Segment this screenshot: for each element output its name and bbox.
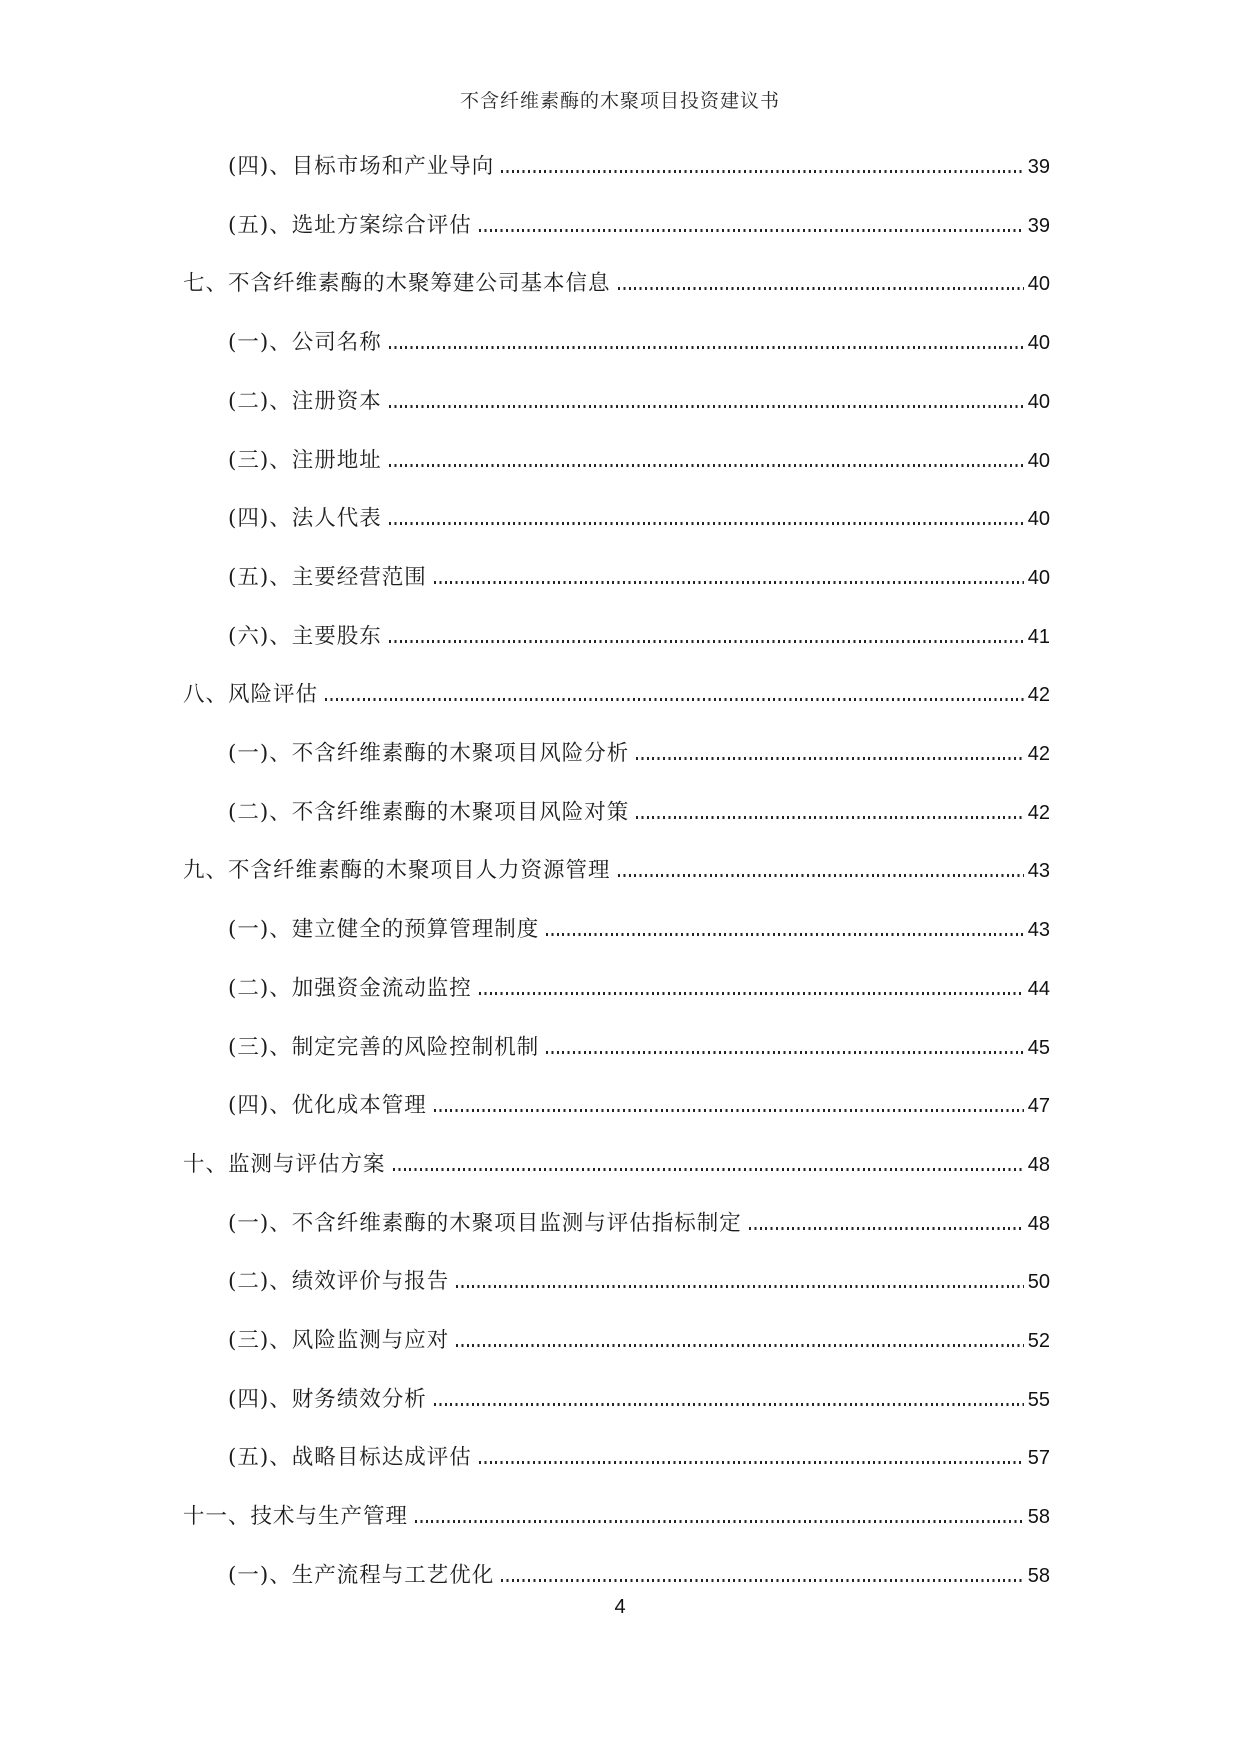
toc-entry-page-number: 48 — [1027, 1212, 1050, 1235]
toc-dot-leader — [389, 522, 1024, 525]
toc-entry[interactable] — [183, 314, 1050, 373]
toc-entry-page-number: 42 — [1027, 684, 1050, 707]
toc-entry-label: (四)、目标市场和产业导向 — [228, 154, 495, 179]
toc-entry[interactable] — [183, 1253, 1050, 1312]
toc-entry-page-number: 58 — [1027, 1506, 1050, 1529]
toc-dot-leader — [618, 874, 1024, 877]
toc-dot-leader — [546, 1051, 1023, 1054]
toc-entry-page-number: 39 — [1027, 156, 1050, 178]
toc-dot-leader — [749, 1227, 1024, 1230]
toc-entry-label: 七、不含纤维素酶的木聚筹建公司基本信息 — [183, 271, 611, 297]
toc-entry-label: (二)、加强资金流动监控 — [228, 975, 472, 1001]
toc-dot-leader — [501, 170, 1023, 173]
toc-dot-leader — [434, 581, 1024, 584]
toc-dot-leader — [389, 464, 1024, 467]
toc-entry-label: (二)、注册资本 — [228, 388, 382, 414]
toc-entry[interactable] — [183, 725, 1050, 784]
toc-entry-page-number: 58 — [1027, 1564, 1050, 1587]
toc-entry-page-number: 52 — [1027, 1330, 1050, 1353]
toc-entry[interactable] — [183, 608, 1050, 667]
toc-entry-label: (四)、财务绩效分析 — [228, 1386, 427, 1412]
toc-entry-label: (五)、主要经营范围 — [228, 564, 427, 590]
toc-dot-leader — [479, 992, 1024, 995]
toc-entry[interactable] — [183, 432, 1050, 491]
document-header-title: 不含纤维素酶的木聚项目投资建议书 — [459, 90, 780, 112]
toc-entry[interactable] — [183, 960, 1050, 1019]
toc-entry-label: (三)、注册地址 — [228, 447, 382, 473]
toc-entry-label: (一)、不含纤维素酶的木聚项目风险分析 — [228, 741, 630, 767]
toc-dot-leader — [434, 1403, 1024, 1406]
toc-entry[interactable] — [183, 1019, 1050, 1078]
toc-dot-leader — [325, 698, 1024, 701]
toc-entry-page-number: 57 — [1027, 1447, 1050, 1470]
toc-dot-leader — [393, 1168, 1024, 1171]
toc-entry-page-number: 39 — [1027, 214, 1050, 237]
toc-entry[interactable] — [183, 1488, 1050, 1547]
toc-entry-page-number: 50 — [1027, 1271, 1050, 1294]
toc-entry-page-number: 44 — [1027, 977, 1050, 1000]
toc-entry-label: (五)、战略目标达成评估 — [228, 1445, 472, 1471]
toc-entry-label: 八、风险评估 — [183, 682, 319, 708]
toc-entry[interactable] — [183, 1195, 1050, 1254]
toc-entry-page-number: 41 — [1027, 625, 1050, 648]
toc-entry[interactable] — [183, 373, 1050, 432]
toc-entry-page-number: 47 — [1027, 1095, 1050, 1118]
toc-entry-label: (一)、建立健全的预算管理制度 — [228, 917, 540, 943]
toc-entry[interactable] — [183, 901, 1050, 960]
toc-dot-leader — [501, 1579, 1023, 1582]
toc-entry[interactable] — [183, 1429, 1050, 1488]
toc-entry-label: (四)、法人代表 — [228, 506, 382, 532]
toc-dot-leader — [389, 346, 1024, 349]
toc-entry-page-number: 42 — [1027, 801, 1050, 824]
toc-entry-page-number: 42 — [1027, 743, 1050, 766]
toc-entry[interactable] — [183, 1136, 1050, 1195]
table-of-contents — [183, 138, 1050, 1606]
toc-entry[interactable] — [183, 490, 1050, 549]
toc-entry[interactable] — [183, 1312, 1050, 1371]
toc-entry-page-number: 40 — [1027, 273, 1050, 296]
toc-entry[interactable] — [183, 255, 1050, 314]
toc-dot-leader — [636, 757, 1023, 760]
toc-dot-leader — [618, 287, 1024, 290]
footer-page-number: 4 — [614, 1596, 626, 1618]
toc-entry-page-number: 40 — [1027, 508, 1050, 531]
toc-entry-page-number: 40 — [1027, 449, 1050, 472]
toc-entry-page-number: 45 — [1027, 1036, 1050, 1059]
toc-entry[interactable] — [183, 1077, 1050, 1136]
toc-entry[interactable] — [183, 197, 1050, 256]
toc-entry-label: (三)、制定完善的风险控制机制 — [228, 1034, 540, 1060]
toc-entry-label: 十一、技术与生产管理 — [183, 1504, 409, 1530]
toc-entry-page-number: 40 — [1027, 566, 1050, 589]
toc-dot-leader — [415, 1520, 1024, 1523]
toc-entry[interactable] — [183, 784, 1050, 843]
toc-entry-label: (一)、不含纤维素酶的木聚项目监测与评估指标制定 — [228, 1210, 742, 1236]
toc-entry-page-number: 40 — [1027, 390, 1050, 413]
toc-dot-leader — [546, 933, 1023, 936]
toc-dot-leader — [389, 640, 1024, 643]
toc-entry-page-number: 43 — [1027, 860, 1050, 883]
toc-entry-page-number: 40 — [1027, 332, 1050, 355]
toc-entry-label: 十、监测与评估方案 — [183, 1151, 386, 1177]
toc-entry-label: (二)、不含纤维素酶的木聚项目风险对策 — [228, 799, 630, 825]
toc-entry-label: (三)、风险监测与应对 — [228, 1328, 450, 1354]
toc-entry[interactable] — [183, 842, 1050, 901]
toc-entry-label: (四)、优化成本管理 — [228, 1093, 427, 1119]
toc-entry-label: (六)、主要股东 — [228, 623, 382, 649]
toc-entry-page-number: 48 — [1027, 1153, 1050, 1176]
toc-dot-leader — [456, 1285, 1023, 1288]
toc-entry[interactable] — [183, 666, 1050, 725]
toc-entry-label: (一)、公司名称 — [228, 330, 382, 356]
toc-entry-label: 九、不含纤维素酶的木聚项目人力资源管理 — [183, 858, 611, 884]
toc-dot-leader — [479, 1461, 1024, 1464]
toc-entry[interactable] — [183, 549, 1050, 608]
toc-dot-leader — [434, 1109, 1024, 1112]
toc-dot-leader — [479, 229, 1024, 232]
toc-entry-label: (二)、绩效评价与报告 — [228, 1269, 450, 1295]
toc-dot-leader — [456, 1344, 1023, 1347]
toc-dot-leader — [636, 816, 1023, 819]
toc-entry-label: (一)、生产流程与工艺优化 — [228, 1562, 495, 1588]
toc-dot-leader — [389, 405, 1024, 408]
toc-entry[interactable] — [183, 1371, 1050, 1430]
toc-entry-label: (五)、选址方案综合评估 — [228, 212, 472, 238]
toc-entry-page-number: 43 — [1027, 919, 1050, 942]
toc-entry-page-number: 55 — [1027, 1388, 1050, 1411]
toc-entry[interactable] — [183, 138, 1050, 197]
